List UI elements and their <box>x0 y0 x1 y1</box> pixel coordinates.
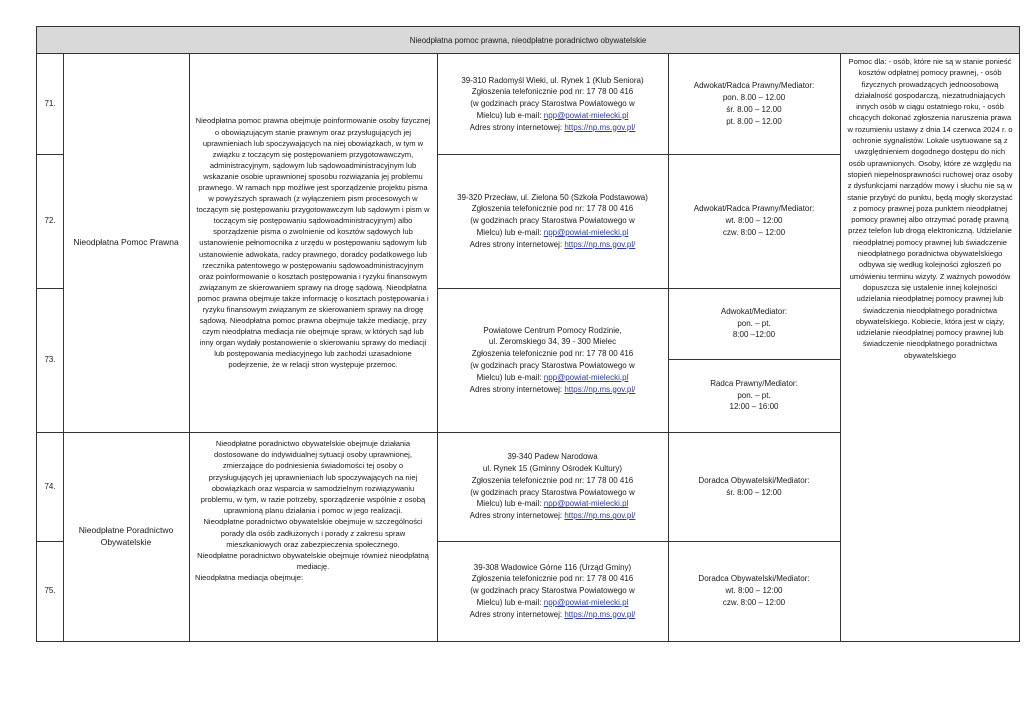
schedule-hours: czw. 8:00 – 12:00 <box>722 597 786 607</box>
npo-paragraph: Nieodpłatne poradnictwo obywatelskie obejmuje również nieodpłatną mediację. <box>197 551 429 572</box>
web-label: Adres strony internetowej: <box>469 511 563 521</box>
row-number: 71. <box>44 99 56 109</box>
web-link[interactable]: https://np.ms.gov.pl/ <box>564 239 636 249</box>
email-link[interactable]: npp@powiat-mielecki.pl <box>543 227 629 237</box>
location-note: (w godzinach pracy Starostwa Powiatowego w <box>470 216 635 226</box>
schedule-cell <box>668 432 840 541</box>
web-label: Adres strony internetowej: <box>469 384 563 394</box>
web-label: Adres strony internetowej: <box>469 239 563 249</box>
row-number: 74. <box>44 481 56 491</box>
email-label: Mielcu) lub e-mail: <box>476 227 542 237</box>
location-cell <box>437 432 668 541</box>
row-number: 73. <box>44 355 56 365</box>
web-link[interactable]: https://np.ms.gov.pl/ <box>564 384 636 394</box>
npo-description <box>189 434 437 641</box>
email-label: Mielcu) lub e-mail: <box>476 372 542 382</box>
schedule-cell <box>668 54 840 154</box>
schedule-hours: 12:00 – 16:00 <box>729 402 779 412</box>
schedule-role: Radca Prawny/Mediator: <box>710 378 798 388</box>
schedule-hours: wt. 8:00 – 12:00 <box>725 216 783 226</box>
location-phone: Zgłoszenia telefonicznie pod nr: 17 78 00 416 <box>471 204 634 214</box>
schedule-cell <box>668 288 840 359</box>
location-address: 39-340 Padew Narodowa <box>507 452 598 462</box>
category-npo: Nieodpłatne Poradnictwo Obywatelskie <box>78 524 174 547</box>
location-phone: Zgłoszenia telefonicznie pod nr: 17 78 00 416 <box>471 87 634 97</box>
location-note: (w godzinach pracy Starostwa Powiatowego w <box>470 99 635 109</box>
web-link[interactable]: https://np.ms.gov.pl/ <box>564 609 636 619</box>
location-address-line2: ul. Rynek 15 (Gminny Ośrodek Kultury) <box>482 463 623 473</box>
location-note: (w godzinach pracy Starostwa Powiatowego w <box>470 487 635 497</box>
schedule-hours: wt. 8:00 – 12:00 <box>725 586 783 596</box>
location-address: 39-308 Wadowice Górne 116 (Urząd Gminy) <box>473 562 632 572</box>
schedule-hours: 8:00 –12:00 <box>732 330 776 340</box>
schedule-hours: czw. 8:00 – 12:00 <box>722 227 786 237</box>
email-label: Mielcu) lub e-mail: <box>476 110 542 120</box>
location-cell <box>437 154 668 288</box>
schedule-cell <box>668 541 840 641</box>
email-link[interactable]: npp@powiat-mielecki.pl <box>543 597 629 607</box>
web-link[interactable]: https://np.ms.gov.pl/ <box>564 511 636 521</box>
schedule-role: Doradca Obywatelski/Mediator: <box>698 574 810 584</box>
web-link[interactable]: https://np.ms.gov.pl/ <box>564 122 636 132</box>
email-link[interactable]: npp@powiat-mielecki.pl <box>543 372 629 382</box>
services-table <box>36 54 1020 642</box>
schedule-role: Adwokat/Mediator: <box>720 306 788 316</box>
schedule-role: Doradca Obywatelski/Mediator: <box>698 475 810 485</box>
row-number: 72. <box>44 216 56 226</box>
schedule-role: Adwokat/Radca Prawny/Mediator: <box>693 204 815 214</box>
npo-paragraph: Nieodpłatne poradnictwo obywatelskie obejmuje działania dostosowane do indywidualnej sytuacji osoby uprawnionej, zmierzające do podniesienia świadomości tej osoby o przysługujących jej uprawnieniach lub spoczywających na niej obowiązkach oraz wsparcia w samodzielnym rozwiązywaniu problemu, w tym, w razie potrzeby, sporządzenie wspólnie z osobą uprawnioną planu działania i pomoc w jego realizacji. <box>200 439 426 516</box>
schedule-hours: pon. – pt. <box>737 390 771 400</box>
npp-description: Nieodpłatna pomoc prawna obejmuje poinformowanie osoby fizycznej o obowiązującym stanie prawnym oraz przysługujących jej uprawnieniach lub spoczywających na niej obowiązkach, w tym w związku z toczącym się postępowaniem przygotowawczym, administracyjnym, sądowym lub sądowoadministracyjnym lub wskazanie osobie uprawnionej sposobu rozwiązania jej problemu prawnego. W ramach npp możliwe jest sporządzenie projektu pisma w powyższych sprawach (z wyłączeniem pism procesowych w toczącym się postępowaniu przygotowawczym lub sądowym i pism w toczącym się postępowaniu sądowoadministracyjnym) albo sporządzenie pisma o zwolnienie od kosztów sądowych lub ustanowienie pełnomocnika z urzędu w postępowaniu sądowym lub ustanowienie adwokata, radcy prawnego, doradcy podatkowego lub rzecznika patentowego w postępowaniu sądowoadministracyjnym oraz poinformowanie o kosztach postępowania i ryzyku finansowym związanym ze skierowaniem sprawy na drogę sądową. Nieodpłatna pomoc prawna obejmuje także informację o kosztach postępowania i ryzyku finansowym związanym ze skierowaniem sprawy na drogę sądową. Nieodpłatna pomoc prawna obejmuje także mediację, przy czym nieodpłatna mediacja nie obejmuje spraw, w których sąd lub inny organ wydały postanowienie o skierowaniu sprawy do mediacji lub postępowania mediacyjnego lub zachodzi uzasadnione podejrzenie, że w relacji stron występuje przemoc. <box>195 116 431 370</box>
web-label: Adres strony internetowej: <box>469 609 563 619</box>
location-cell <box>437 54 668 154</box>
location-phone: Zgłoszenia telefonicznie pod nr: 17 78 00 416 <box>471 349 634 359</box>
table-header <box>36 26 1020 54</box>
location-note: (w godzinach pracy Starostwa Powiatowego w <box>470 586 635 596</box>
table-title: Nieodpłatna pomoc prawna, nieodpłatne poradnictwo obywatelskie <box>409 35 647 45</box>
schedule-cell <box>668 154 840 288</box>
npo-paragraph: Nieodpłatna mediacja obejmuje: <box>195 573 304 583</box>
schedule-hours: pon. 8.00 – 12.00 <box>722 93 786 103</box>
schedule-hours: pt. 8.00 – 12.00 <box>726 116 782 126</box>
schedule-hours: śr. 8:00 – 12:00 <box>726 487 782 497</box>
location-phone: Zgłoszenia telefonicznie pod nr: 17 78 00 416 <box>471 574 634 584</box>
email-label: Mielcu) lub e-mail: <box>476 597 542 607</box>
location-address: 39-310 Radomyśl Wieki, ul. Rynek 1 (Klub Seniora) <box>461 75 644 85</box>
email-link[interactable]: npp@powiat-mielecki.pl <box>543 499 629 509</box>
email-link[interactable]: npp@powiat-mielecki.pl <box>543 110 629 120</box>
location-cell <box>437 541 668 641</box>
location-phone: Zgłoszenia telefonicznie pod nr: 17 78 00 416 <box>471 475 634 485</box>
web-label: Adres strony internetowej: <box>469 122 563 132</box>
location-address: 39-320 Przecław, ul. Zielona 50 (Szkoła Podstawowa) <box>457 192 648 202</box>
eligibility-notes: Pomoc dla: - osób, które nie są w stanie ponieść kosztów odpłatnej pomocy prawnej, - osób fizycznych prowadzących jednoosobową działalność gospodarczą, niezatrudniających innych osób w ciągu ostatniego roku, - osób chcących dokonać zgłoszenia naruszenia prawa w rozumieniu ustawy z dnia 14 czerwca 2024 r. o ochronie sygnalistów. Lokale usytuowane są z uwzględnieniem dogodnego dostępu do nich osób uprawnionych. Osoby, które ze względu na stopień niepełnosprawności ruchowej oraz osoby z dysfunkcjami narządów mowy i słuchu nie są w stanie przybyć do punktu, będą mogły skorzystać z pomocy prawnej poza punktem nieodpłatnej pomocy prawnej albo otrzymać poradę prawną przez telefon lub drogą elektroniczną. Udzielanie nieodpłatnej pomocy prawnej lub świadczenie nieodpłatnego poradnictwa obywatelskiego odbywa się według kolejności zgłoszeń po umówieniu terminu wizyty. Z ważnych powodów dopuszcza się ustalenie innej kolejności udzielania nieodpłatnej pomocy prawnej lub świadczenia nieodpłatnego poradnictwa obywatelskiego. Kobiecie, która jest w ciąży, udzielanie nieodpłatnej pomocy prawnej lub świadczenie nieodpłatnego poradnictwa obywatelskiego <box>847 57 1013 360</box>
schedule-cell <box>668 359 840 432</box>
category-npp: Nieodpłatna Pomoc Prawna <box>73 237 179 248</box>
email-label: Mielcu) lub e-mail: <box>476 499 542 509</box>
npo-paragraph: Nieodpłatne poradnictwo obywatelskie obejmuje w szczególności porady dla osób zadłużonych i porady z zakresu spraw mieszkaniowych oraz zabezpieczenia społecznego. <box>203 517 423 549</box>
row-number: 75. <box>44 586 56 596</box>
schedule-hours: śr. 8.00 – 12.00 <box>726 105 782 114</box>
location-address-line2: ul. Żeromskiego 34, 39 - 300 Mielec <box>488 337 617 347</box>
location-cell <box>437 288 668 432</box>
location-note: (w godzinach pracy Starostwa Powiatowego w <box>470 361 635 370</box>
schedule-role: Adwokat/Radca Prawny/Mediator: <box>693 81 815 91</box>
location-address: Powiatowe Centrum Pomocy Rodzinie, <box>483 325 622 335</box>
schedule-hours: pon. – pt. <box>737 318 771 328</box>
